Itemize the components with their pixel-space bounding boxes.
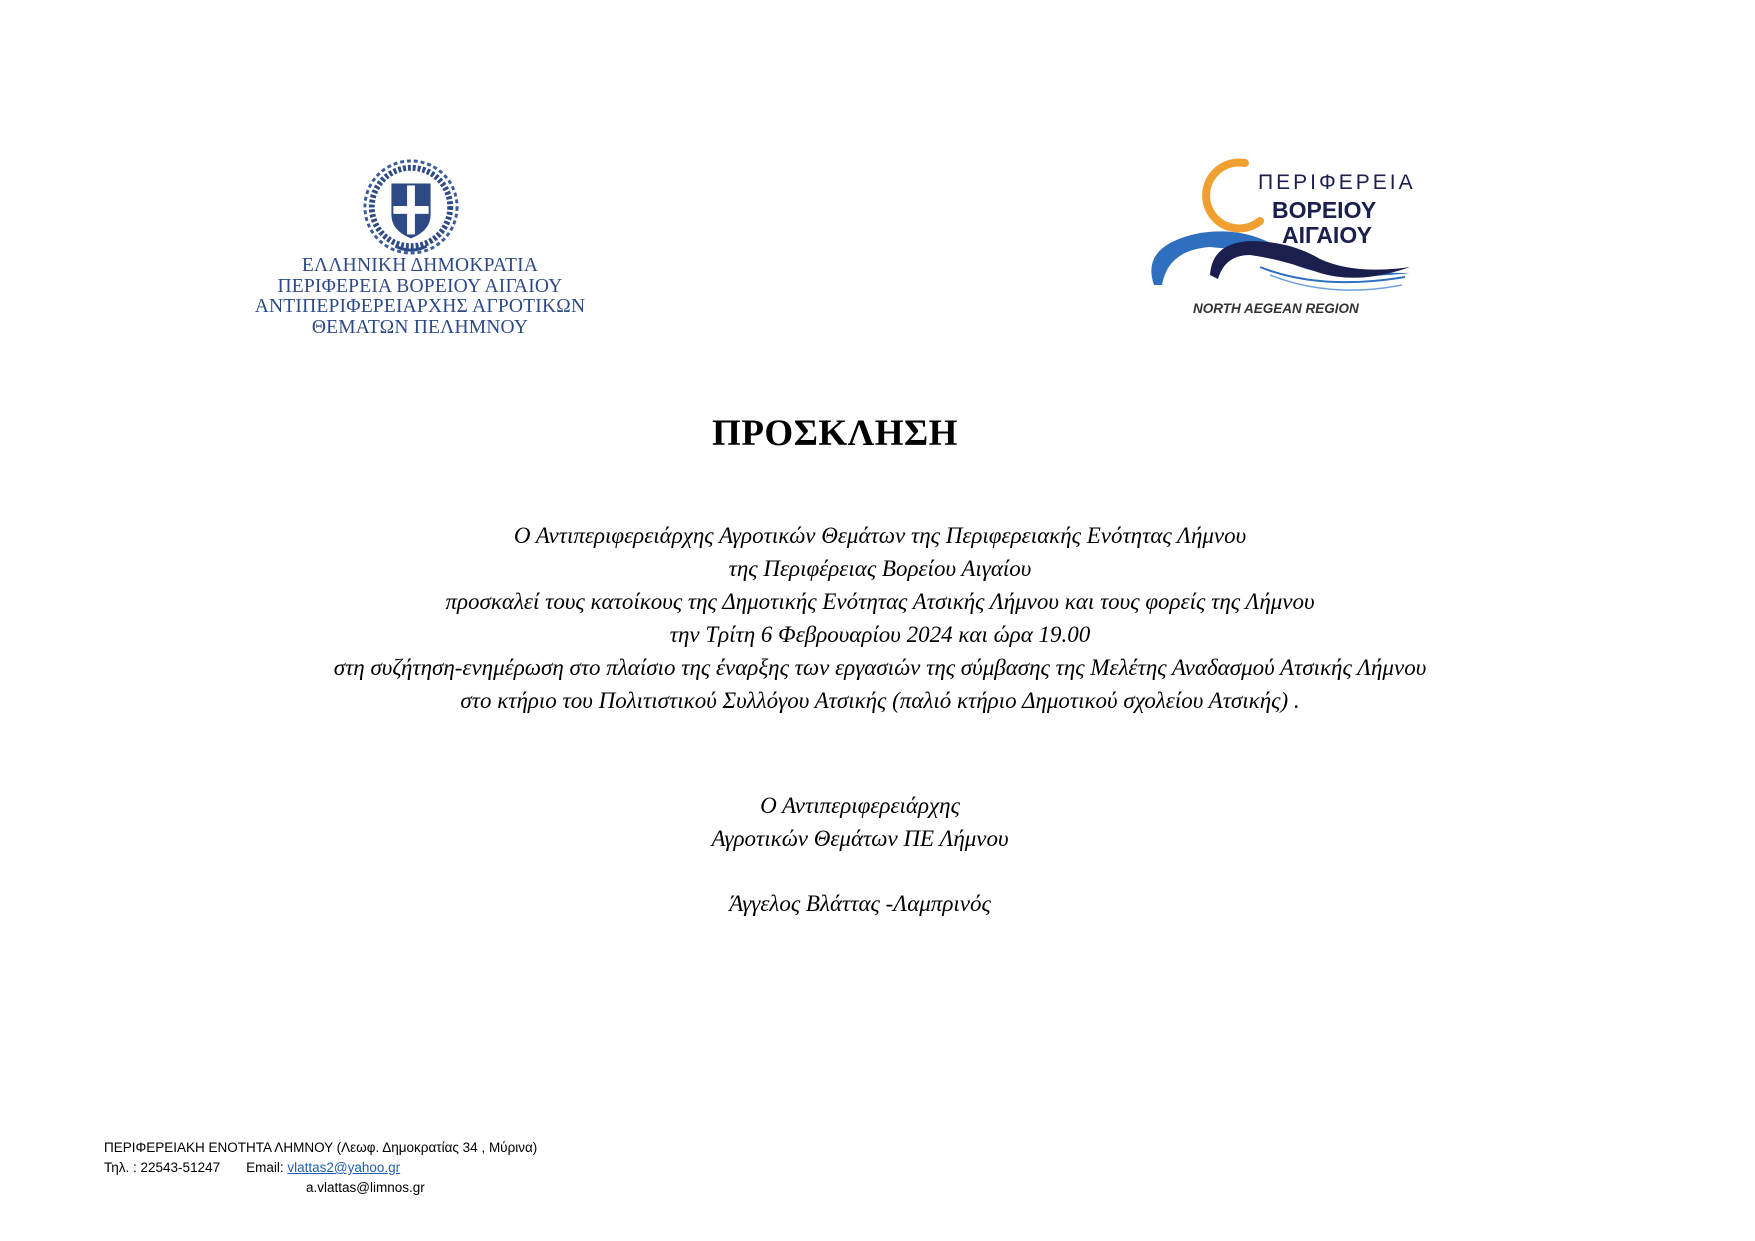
authority-line: ΘΕΜΑΤΩΝ ΠΕΛΗΜΝΟΥ [311,316,529,338]
logo-text-line2: ΒΟΡΕΙΟΥ [1272,197,1377,223]
footer-phone: Τηλ. : 22543-51247 [104,1160,221,1175]
signatory-role: Ο Αντιπεριφερειάρχης [760,793,960,818]
footer-email-label: Email: [246,1160,284,1175]
footer-contact [104,1138,537,1198]
logo-text-line1: ΠΕΡΙΦΕΡΕΙΑ [1258,171,1416,194]
body-line: Ο Αντιπεριφερειάρχης Αγροτικών Θεμάτων της Περιφερειακής Ενότητας Λήμνου [513,523,1247,548]
footer-email-row [104,1178,537,1198]
logo-text-line3: ΑΙΓΑΙΟΥ [1282,222,1372,248]
email-secondary: a.vlattas@limnos.gr [306,1180,425,1195]
body-line: της Περιφέρειας Βορείου Αιγαίου [728,556,1032,581]
authority-line: ΕΛΛΗΝΙΚΗ ΔΗΜΟΚΡΑΤΙΑ [301,255,539,276]
signatory-role-detail: Αγροτικών Θεμάτων ΠΕ Λήμνου [711,826,1009,851]
body-line: στο κτήριο του Πολιτιστικού Συλλόγου Ατσικής (παλιό κτήριο Δημοτικού σχολείου Ατσικής) . [460,688,1300,713]
north-aegean-region-logo [1140,155,1425,325]
signature-block [0,789,1720,920]
logo-caption: NORTH AEGEAN REGION [1193,301,1359,316]
footer-address: ΠΕΡΙΦΕΡΕΙΑΚΗ ΕΝΟΤΗΤΑ ΛΗΜΝΟΥ (Λεωφ. Δημοκρατίας 34 , Μύρινα) [104,1140,538,1155]
authority-line: ΠΕΡΙΦΕΡΕΙΑ ΒΟΡΕΙΟΥ ΑΙΓΑΙΟΥ [277,275,563,297]
greek-coat-of-arms-icon [362,158,460,256]
authority-line: ΑΝΤΙΠΕΡΙΦΕΡΕΙΑΡΧΗΣ ΑΓΡΟΤΙΚΩΝ [254,296,586,317]
body-line: την Τρίτη 6 Φεβρουαρίου 2024 και ώρα 19.00 [669,622,1091,647]
signatory-name: Άγγελος Βλάττας -Λαμπρινός [729,891,991,916]
body-line: προσκαλεί τους κατοίκους της Δημοτικής Ενότητας Ατσικής Λήμνου και τους φορείς της Λήμνου [445,589,1315,614]
footer-phone-row [104,1158,537,1178]
document-title: ΠΡΟΣΚΛΗΣΗ [712,413,958,454]
email-link-primary[interactable]: vlattas2@yahoo.gr [287,1160,401,1175]
issuing-authority [200,256,640,338]
invitation-body [0,519,1755,717]
body-line: στη συζήτηση-ενημέρωση στο πλαίσιο της έναρξης των εργασιών της σύμβασης της Μελέτης Αναδασμού Ατσικής Λήμνου [333,655,1427,680]
